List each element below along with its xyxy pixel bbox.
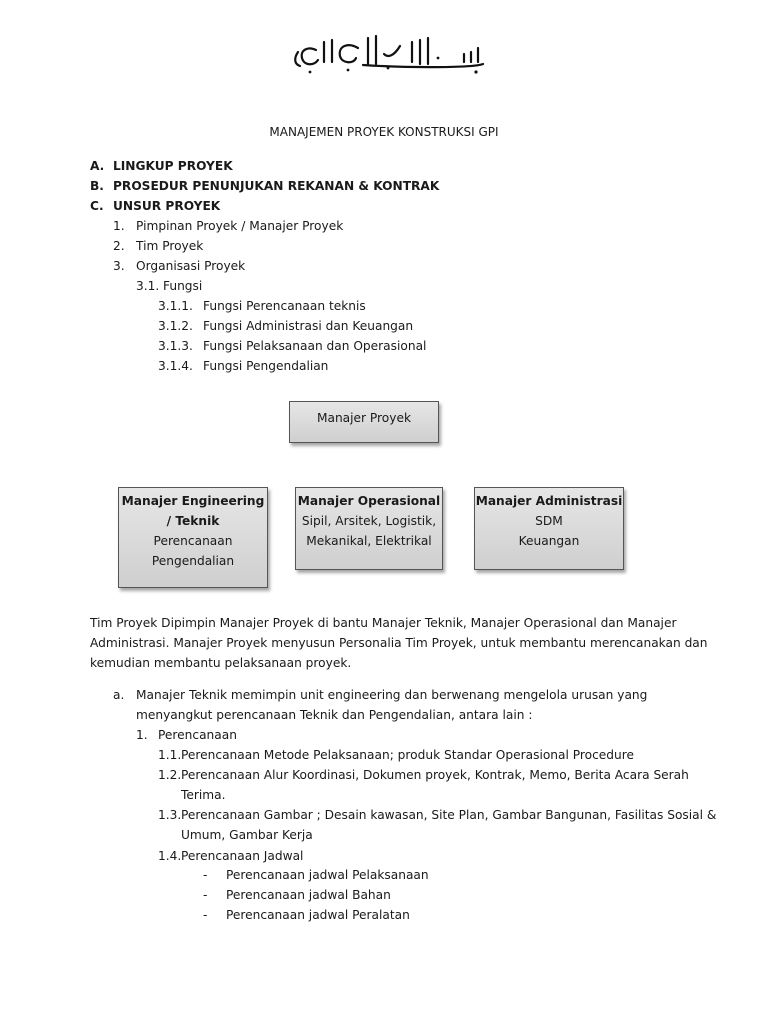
list-item-continuation: Terima. (181, 788, 226, 802)
list-item: Fungsi Administrasi dan Keuangan (203, 319, 414, 333)
org-box-label: Manajer Proyek (316, 411, 412, 425)
list-item: Perencanaan Gambar ; Desain kawasan, Site Plan, Gambar Bangunan, Fasilitas Sosial & (181, 808, 717, 822)
paragraph-line: Administrasi. Manajer Proyek menyusun Personalia Tim Proyek, untuk membantu merencanakan dan (90, 636, 708, 650)
dash-marker: - (203, 908, 208, 922)
list-marker: 3.1.3. (158, 339, 193, 353)
list-marker: 3.1.1. (158, 299, 193, 313)
org-box-engineering (118, 487, 268, 588)
list-item: Perencanaan Alur Koordinasi, Dokumen proyek, Kontrak, Memo, Berita Acara Serah (181, 768, 689, 782)
list-item: Perencanaan (158, 728, 237, 742)
list-marker: 3. (113, 259, 125, 273)
org-box-label: Keuangan (518, 534, 580, 548)
list-item: Fungsi Perencanaan teknis (203, 299, 366, 313)
outline-marker: A. (90, 159, 105, 173)
outline-section: UNSUR PROYEK (113, 199, 221, 213)
list-item: Perencanaan Metode Pelaksanaan; produk Standar Operasional Procedure (181, 748, 634, 762)
list-item: Perencanaan Jadwal (181, 849, 304, 863)
outline-marker: B. (90, 179, 104, 193)
list-item: Fungsi Pelaksanaan dan Operasional (203, 339, 427, 353)
list-item-continuation: Umum, Gambar Kerja (181, 828, 313, 842)
dash-marker: - (203, 868, 208, 882)
list-item: Perencanaan jadwal Pelaksanaan (226, 868, 429, 882)
org-box-label: / Teknik (166, 514, 220, 528)
list-item-continuation: menyangkut perencanaan Teknik dan Pengendalian, antara lain : (136, 708, 533, 722)
paragraph-line: kemudian membantu pelaksanaan proyek. (90, 656, 352, 670)
list-marker: 1. (113, 219, 125, 233)
org-box-label: SDM (535, 514, 563, 528)
list-item: Tim Proyek (136, 239, 204, 253)
outline-marker: C. (90, 199, 104, 213)
org-box-label: Pengendalian (151, 554, 235, 568)
list-marker: 1. (136, 728, 148, 742)
list-marker: 1.3. (158, 808, 182, 822)
org-box-label: Perencanaan (153, 534, 233, 548)
list-item: Perencanaan jadwal Peralatan (226, 908, 410, 922)
list-marker: 3.1. (136, 279, 160, 293)
outline-section: PROSEDUR PENUNJUKAN REKANAN & KONTRAK (113, 179, 440, 193)
dash-marker: - (203, 888, 208, 902)
org-box-label: Manajer Engineering (121, 494, 265, 508)
list-item: Pimpinan Proyek / Manajer Proyek (136, 219, 344, 233)
org-box-operasional (295, 487, 443, 570)
list-item: Organisasi Proyek (136, 259, 246, 273)
list-marker: 2. (113, 239, 125, 253)
list-marker: 3.1.2. (158, 319, 193, 333)
paragraph-line: Tim Proyek Dipimpin Manajer Proyek di bantu Manajer Teknik, Manajer Operasional dan Manajer (90, 616, 677, 630)
list-item: Perencanaan jadwal Bahan (226, 888, 391, 902)
org-box-administrasi (474, 487, 624, 570)
list-marker: 1.1. (158, 748, 182, 762)
list-item: Fungsi Pengendalian (203, 359, 329, 373)
list-marker: 3.1.4. (158, 359, 193, 373)
org-box-label: Manajer Administrasi (475, 494, 623, 508)
document-title: MANAJEMEN PROYEK KONSTRUKSI GPI (269, 125, 499, 139)
org-box-label: Manajer Operasional (297, 494, 441, 508)
org-box-manajer-proyek (289, 401, 439, 443)
basmala-calligraphy (288, 28, 488, 78)
outline-section: LINGKUP PROYEK (113, 159, 233, 173)
list-marker: 1.2. (158, 768, 182, 782)
list-item: Manajer Teknik memimpin unit engineering dan berwenang mengelola urusan yang (136, 688, 648, 702)
list-item: Fungsi (163, 279, 203, 293)
org-box-label: Mekanikal, Elektrikal (306, 534, 432, 548)
list-marker: a. (113, 688, 125, 702)
list-marker: 1.4. (158, 849, 182, 863)
org-box-label: Sipil, Arsitek, Logistik, (301, 514, 437, 528)
